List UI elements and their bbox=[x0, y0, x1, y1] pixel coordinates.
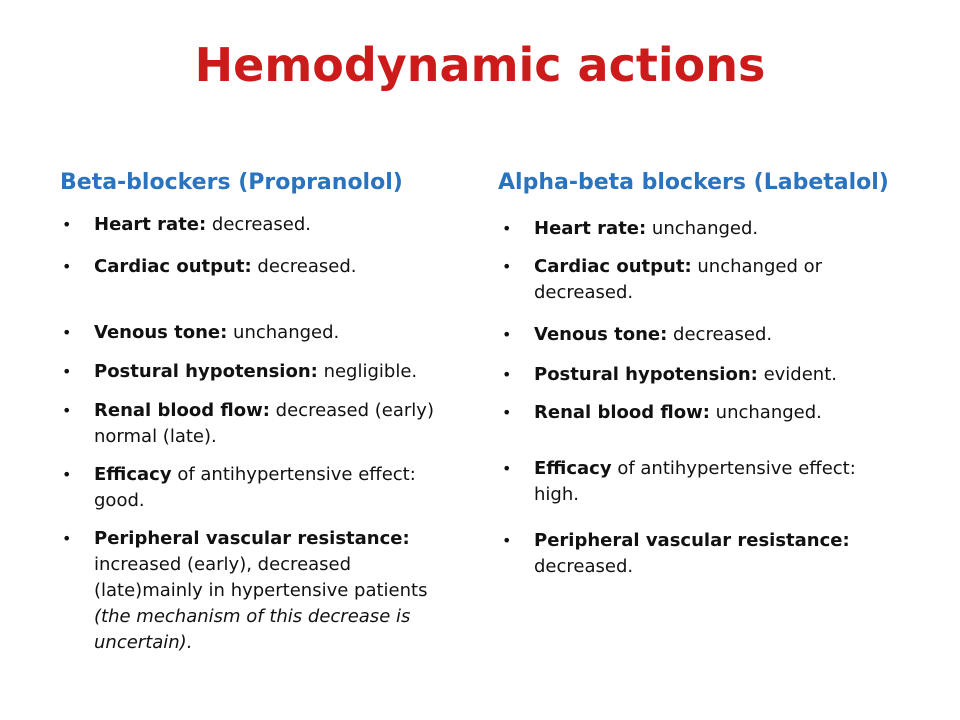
beta-blockers-heading: Beta-blockers (Propranolol) bbox=[60, 170, 403, 195]
bullet-icon: • bbox=[62, 362, 72, 381]
item-text: of antihypertensive effect: high. bbox=[534, 458, 856, 505]
list-item bbox=[62, 462, 424, 514]
list-item bbox=[62, 359, 474, 385]
bullet-icon: • bbox=[502, 219, 512, 238]
bullet-icon: • bbox=[502, 325, 512, 344]
item-term: Peripheral vascular resistance: bbox=[94, 528, 410, 549]
bullet-icon: • bbox=[502, 365, 512, 384]
bullet-icon: • bbox=[502, 459, 512, 478]
item-term: Efficacy bbox=[94, 464, 172, 485]
list-item bbox=[502, 528, 894, 580]
list-item bbox=[62, 398, 434, 450]
item-term: Cardiac output: bbox=[534, 256, 692, 277]
item-text: unchanged. bbox=[646, 218, 759, 239]
list-item bbox=[502, 362, 924, 388]
bullet-icon: • bbox=[62, 401, 72, 420]
bullet-icon: • bbox=[502, 257, 512, 276]
bullet-icon: • bbox=[62, 529, 72, 548]
item-text: evident. bbox=[757, 364, 837, 385]
list-item bbox=[62, 526, 454, 656]
alpha-beta-blockers-heading: Alpha-beta blockers (Labetalol) bbox=[498, 170, 889, 195]
bullet-icon: • bbox=[502, 403, 512, 422]
item-term: Heart rate: bbox=[534, 218, 647, 239]
item-text: increased (early), decreased (late)mainly in hypertensive patients bbox=[94, 554, 428, 601]
item-term: Cardiac output: bbox=[94, 256, 252, 277]
item-term: Postural hypotension: bbox=[534, 364, 758, 385]
item-text: negligible. bbox=[317, 361, 418, 382]
item-text: of antihypertensive effect: good. bbox=[94, 464, 416, 511]
bullet-icon: • bbox=[502, 531, 512, 550]
list-item bbox=[62, 320, 464, 346]
item-term: Postural hypotension: bbox=[94, 361, 318, 382]
list-item bbox=[502, 322, 914, 348]
item-text: unchanged or decreased. bbox=[534, 256, 823, 303]
slide-title: Hemodynamic actions bbox=[194, 38, 766, 92]
list-item bbox=[502, 456, 864, 508]
item-term: Venous tone: bbox=[534, 324, 668, 345]
item-text: decreased. bbox=[251, 256, 357, 277]
item-text: unchanged. bbox=[227, 322, 340, 343]
item-term: Venous tone: bbox=[94, 322, 228, 343]
item-text: decreased. bbox=[667, 324, 773, 345]
item-term: Efficacy bbox=[534, 458, 612, 479]
bullet-icon: • bbox=[62, 257, 72, 276]
item-term: Renal blood flow: bbox=[94, 400, 270, 421]
list-item bbox=[62, 254, 464, 280]
item-note: (the mechanism of this decrease is uncertain). bbox=[94, 606, 411, 653]
list-item bbox=[502, 216, 914, 242]
bullet-icon: • bbox=[62, 215, 72, 234]
item-term: Peripheral vascular resistance: bbox=[534, 530, 850, 551]
item-term: Renal blood flow: bbox=[534, 402, 710, 423]
list-item bbox=[502, 254, 874, 306]
item-text: unchanged. bbox=[709, 402, 822, 423]
item-text: decreased (early) normal (late). bbox=[94, 400, 434, 447]
bullet-icon: • bbox=[62, 465, 72, 484]
list-item bbox=[62, 212, 464, 238]
item-text: decreased. bbox=[534, 556, 634, 577]
item-text: decreased. bbox=[206, 214, 312, 235]
item-term: Heart rate: bbox=[94, 214, 207, 235]
list-item bbox=[502, 400, 924, 426]
bullet-icon: • bbox=[62, 323, 72, 342]
